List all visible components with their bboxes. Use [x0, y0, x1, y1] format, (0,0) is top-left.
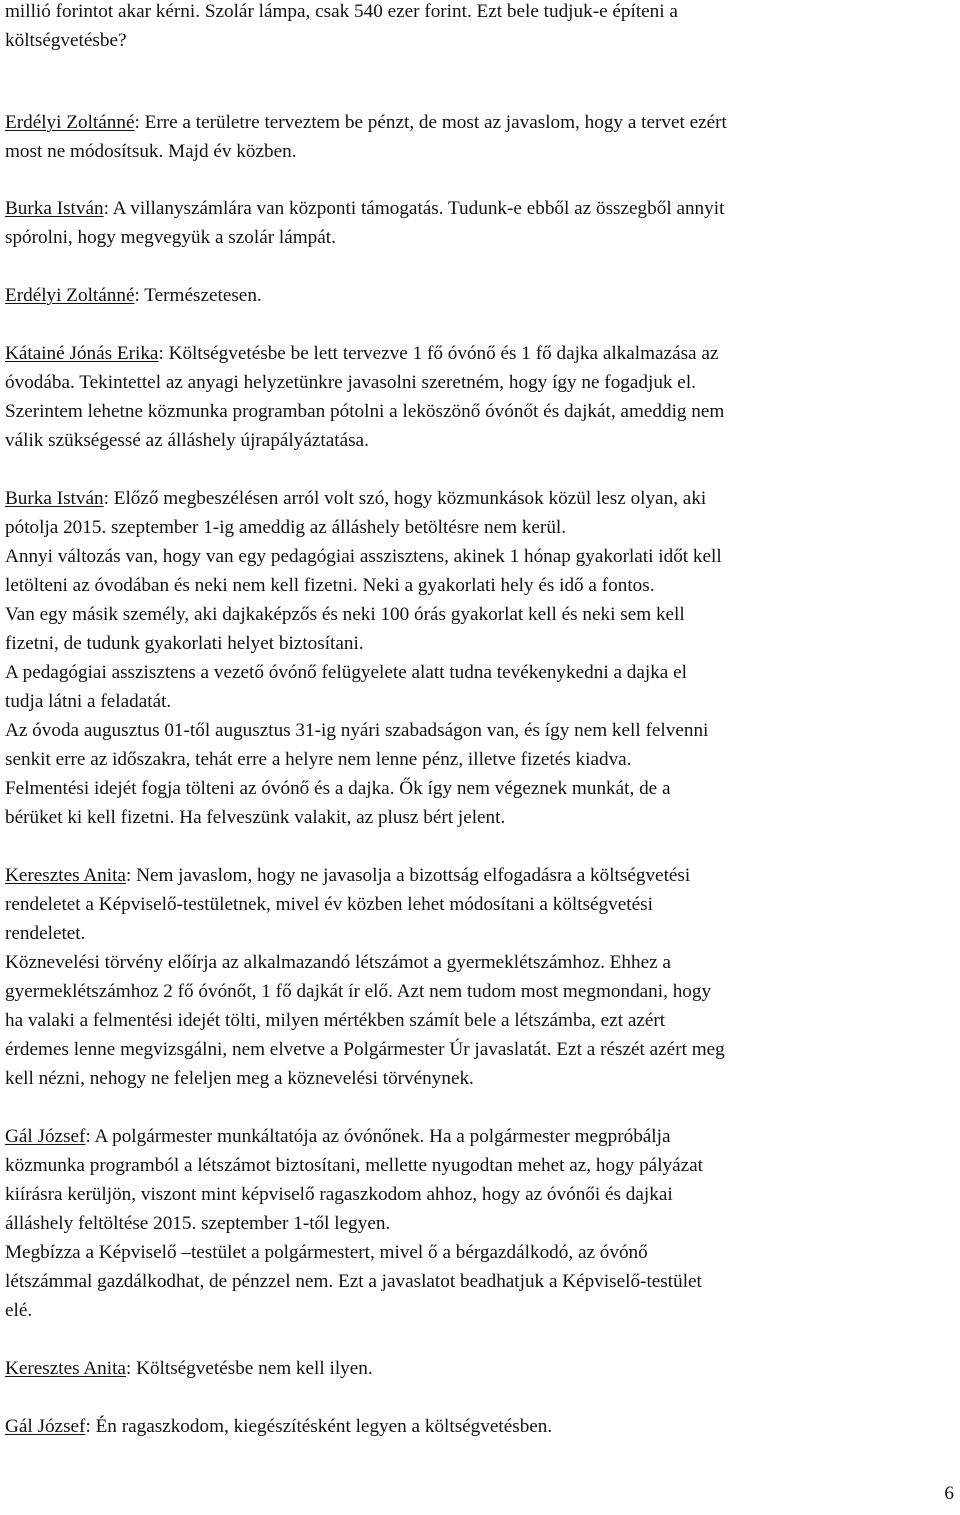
- speaker-name: Kátainé Jónás Erika: [5, 343, 159, 364]
- text-line: [5, 339, 718, 368]
- text-line: [5, 571, 655, 600]
- line-text: pótolja 2015. szeptember 1-ig ameddig az álláshely betöltésre nem kerül.: [5, 517, 567, 538]
- line-text: gyermeklétszámhoz 2 fő óvónőt, 1 fő dajkát ír elő. Azt nem tudom most megmondani, hogy: [5, 981, 712, 1002]
- line-text: : Költségvetésbe nem kell ilyen.: [125, 1358, 373, 1379]
- speaker-name: Keresztes Anita: [5, 865, 126, 886]
- speaker-name: Burka István: [5, 198, 104, 219]
- line-text: : Én ragaszkodom, kiegészítésként legyen a költségvetésben.: [85, 1416, 553, 1437]
- line-text: elé.: [5, 1300, 33, 1321]
- text-line: [5, 223, 336, 252]
- text-line: [5, 774, 671, 803]
- speaker-name: Erdélyi Zoltánné: [5, 285, 135, 306]
- line-text: : Előző megbeszélésen arról volt szó, hogy közmunkások közül lesz olyan, aki: [103, 488, 707, 509]
- line-text: válik szükségessé az álláshely újrapályáztatása.: [5, 430, 369, 451]
- line-text: kiírásra kerüljön, viszont mint képviselő ragaszkodom ahhoz, hogy az óvónői és dajkai: [5, 1184, 673, 1205]
- speaker-name: Erdélyi Zoltánné: [5, 112, 135, 133]
- line-text: most ne módosítsuk. Majd év közben.: [5, 141, 297, 162]
- text-line: [5, 1209, 390, 1238]
- line-text: ha valaki a felmentési idejét tölti, milyen mértékben számít bele a létszámba, ezt azért: [5, 1010, 666, 1031]
- line-text: Köznevelési törvény előírja az alkalmazandó létszámot a gyermeklétszámhoz. Ehhez a: [5, 952, 671, 973]
- text-line: [5, 745, 631, 774]
- speaker-name: Gál József: [5, 1126, 86, 1147]
- line-text: óvodába. Tekintettel az anyagi helyzetünkre javasolni szeretném, hogy így ne fogadjuk el.: [5, 372, 696, 393]
- line-text: tudja látni a feladatát.: [5, 691, 172, 712]
- text-line: [5, 1122, 670, 1151]
- line-text: millió forintot akar kérni. Szolár lámpa, csak 540 ezer forint. Ezt bele tudjuk-e építeni a: [5, 1, 678, 22]
- text-line: [5, 658, 687, 687]
- line-text: közmunka programból a létszámot biztosítani, mellette nyugodtan mehet az, hogy pályázat: [5, 1155, 703, 1176]
- text-line: [5, 26, 126, 55]
- text-line: [5, 426, 369, 455]
- text-line: [5, 0, 678, 26]
- text-line: [5, 890, 653, 919]
- line-text: : Természetesen.: [134, 285, 262, 306]
- text-line: [5, 1064, 474, 1093]
- line-text: : A villanyszámlára van központi támogatás. Tudunk-e ebből az összegből annyit: [103, 198, 725, 219]
- text-line: [5, 1354, 373, 1383]
- text-line: [5, 948, 671, 977]
- line-text: fizetni, de tudunk gyakorlati helyet biztosítani.: [5, 633, 364, 654]
- text-line: [5, 397, 724, 426]
- text-line: [5, 629, 364, 658]
- speaker-name: Gál József: [5, 1416, 86, 1437]
- line-text: spórolni, hogy megvegyük a szolár lámpát.: [5, 227, 336, 248]
- line-text: : A polgármester munkáltatója az óvónőnek. Ha a polgármester megpróbálja: [85, 1126, 671, 1147]
- text-line: [5, 1180, 673, 1209]
- line-text: : Költségvetésbe be lett tervezve 1 fő óvónő és 1 fő dajka alkalmazása az: [158, 343, 719, 364]
- line-text: érdemes lenne megvizsgálni, nem elvetve a Polgármester Úr javaslatát. Ezt a részét azért meg: [5, 1039, 725, 1060]
- text-line: [5, 1296, 32, 1325]
- text-line: [5, 919, 85, 948]
- line-text: : Nem javaslom, hogy ne javasolja a bizottság elfogadásra a költségvetési: [125, 865, 691, 886]
- line-text: Szerintem lehetne közmunka programban pótolni a leköszönő óvónőt és dajkát, ameddig nem: [5, 401, 725, 422]
- text-line: [5, 281, 262, 310]
- line-text: álláshely feltöltése 2015. szeptember 1-től legyen.: [5, 1213, 391, 1234]
- text-line: [5, 600, 685, 629]
- text-line: [5, 1238, 648, 1267]
- line-text: rendeletet.: [5, 923, 86, 944]
- text-line: [5, 137, 297, 166]
- speaker-name: Burka István: [5, 488, 104, 509]
- text-line: [5, 1267, 702, 1296]
- line-text: senkit erre az időszakra, tehát erre a helyre nem lenne pénz, illetve fizetés kiadva.: [5, 749, 632, 770]
- page-number: 6: [944, 1483, 954, 1504]
- line-text: Felmentési idejét fogja tölteni az óvónő és a dajka. Ők így nem végeznek munkát, de a: [5, 778, 671, 799]
- text-line: [5, 1006, 665, 1035]
- text-line: [5, 484, 706, 513]
- text-line: [5, 513, 566, 542]
- text-line: [5, 716, 708, 745]
- line-text: A pedagógiai asszisztens a vezető óvónő felügyelete alatt tudna tevékenykedni a dajka el: [5, 662, 687, 683]
- text-line: [5, 977, 711, 1006]
- text-line: [5, 687, 171, 716]
- line-text: bérüket ki kell fizetni. Ha felveszünk valakit, az plusz bért jelent.: [5, 807, 506, 828]
- speaker-name: Keresztes Anita: [5, 1358, 126, 1379]
- line-text: rendeletet a Képviselő-testületnek, mivel év közben lehet módosítani a költségvetési: [5, 894, 653, 915]
- line-text: kell nézni, nehogy ne feleljen meg a köznevelési törvénynek.: [5, 1068, 474, 1089]
- text-line: [5, 108, 727, 137]
- text-line: [5, 861, 690, 890]
- text-line: [5, 1412, 552, 1441]
- text-line: [5, 1035, 725, 1064]
- line-text: : Erre a területre terveztem be pénzt, de most az javaslom, hogy a tervet ezért: [134, 112, 727, 133]
- line-text: Van egy másik személy, aki dajkaképzős és neki 100 órás gyakorlat kell és neki sem kell: [5, 604, 685, 625]
- text-line: [5, 368, 696, 397]
- text-line: [5, 194, 724, 223]
- line-text: költségvetésbe?: [5, 30, 127, 51]
- text-line: [5, 542, 722, 571]
- line-text: Annyi változás van, hogy van egy pedagógiai asszisztens, akinek 1 hónap gyakorlati időt kell: [5, 546, 722, 567]
- line-text: Megbízza a Képviselő –testület a polgármestert, mivel ő a bérgazdálkodó, az óvónő: [5, 1242, 648, 1263]
- line-text: Az óvoda augusztus 01-től augusztus 31-ig nyári szabadságon van, és így nem kell felvenni: [5, 720, 709, 741]
- text-line: [5, 1151, 703, 1180]
- line-text: létszámmal gazdálkodhat, de pénzzel nem. Ezt a javaslatot beadhatjuk a Képviselő-testület: [5, 1271, 702, 1292]
- text-line: [5, 803, 505, 832]
- line-text: letölteni az óvodában és neki nem kell fizetni. Neki a gyakorlati hely és idő a fontos.: [5, 575, 655, 596]
